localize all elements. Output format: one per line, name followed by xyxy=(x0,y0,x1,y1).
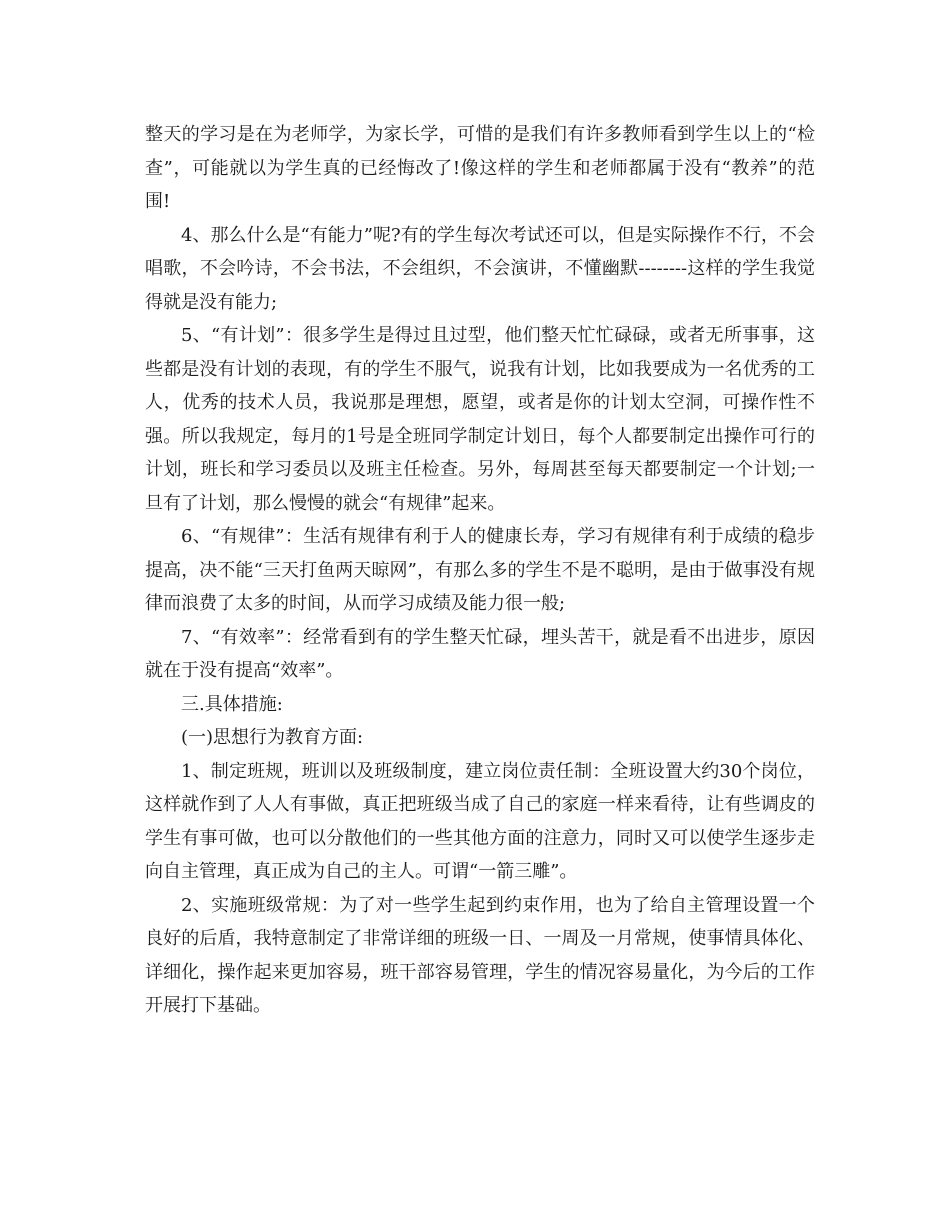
paragraph-4: 6、“有规律”：生活有规律有利于人的健康长寿，学习有规律有利于成绩的稳步提高，决不能“三天打鱼两天晾网”，有那么多的学生不是不聪明，是由于做事没有规律而浪费了太多的时间，从而学习成绩及能力很一般; xyxy=(145,526,815,614)
section-heading: 三.具体措施: xyxy=(181,693,283,715)
paragraph-5: 7、“有效率”：经常看到有的学生整天忙碌，埋头苦干，就是看不出进步，原因就在于没有提高“效率”。 xyxy=(145,626,815,681)
paragraph-2: 4、那么什么是“有能力”呢?有的学生每次考试还可以，但是实际操作不行，不会唱歌，不会吟诗，不会书法，不会组织，不会演讲，不懂幽默--------这样的学生我觉得就是没有能力; xyxy=(145,224,815,313)
paragraph-7: 2、实施班级常规：为了对一些学生起到约束作用，也为了给自主管理设置一个良好的后盾，我特意制定了非常详细的班级一日、一周及一月常规，使事情具体化、详细化，操作起来更加容易，班干部容易管理，学生的情况容易量化，为今后的工作开展打下基础。 xyxy=(145,894,815,1016)
paragraph-3: 5、“有计划”：很多学生是得过且过型，他们整天忙忙碌碌，或者无所事事，这些都是没有计划的表现，有的学生不服气，说我有计划，比如我要成为一名优秀的工人，优秀的技术人员，我说那是理想，愿望，或者是你的计划太空洞，可操作性不强。所以我规定，每月的1号是全班同学制定计划日，每个人都要制定出操作可行的计划，班长和学习委员以及班主任检查。另外，每周甚至每天都要制定一个计划;一旦有了计划，那么慢慢的就会“有规律”起来。 xyxy=(145,325,815,514)
document-body xyxy=(145,118,815,1023)
paragraph-6: 1、制定班规，班训以及班级制度，建立岗位责任制：全班设置大约30个岗位，这样就作到了人人有事做，真正把班级当成了自己的家庭一样来看待，让有些调皮的学生有事可做，也可以分散他们的一些其他方面的注意力，同时又可以使学生逐步走向自主管理，真正成为自己的主人。可谓“一箭三雕”。 xyxy=(145,760,815,882)
paragraph-1: 整天的学习是在为老师学，为家长学，可惜的是我们有许多教师看到学生以上的“检查”，可能就以为学生真的已经悔改了!像这样的学生和老师都属于没有“教养”的范围! xyxy=(145,124,815,212)
subsection-heading: (一)思想行为教育方面: xyxy=(181,727,364,748)
